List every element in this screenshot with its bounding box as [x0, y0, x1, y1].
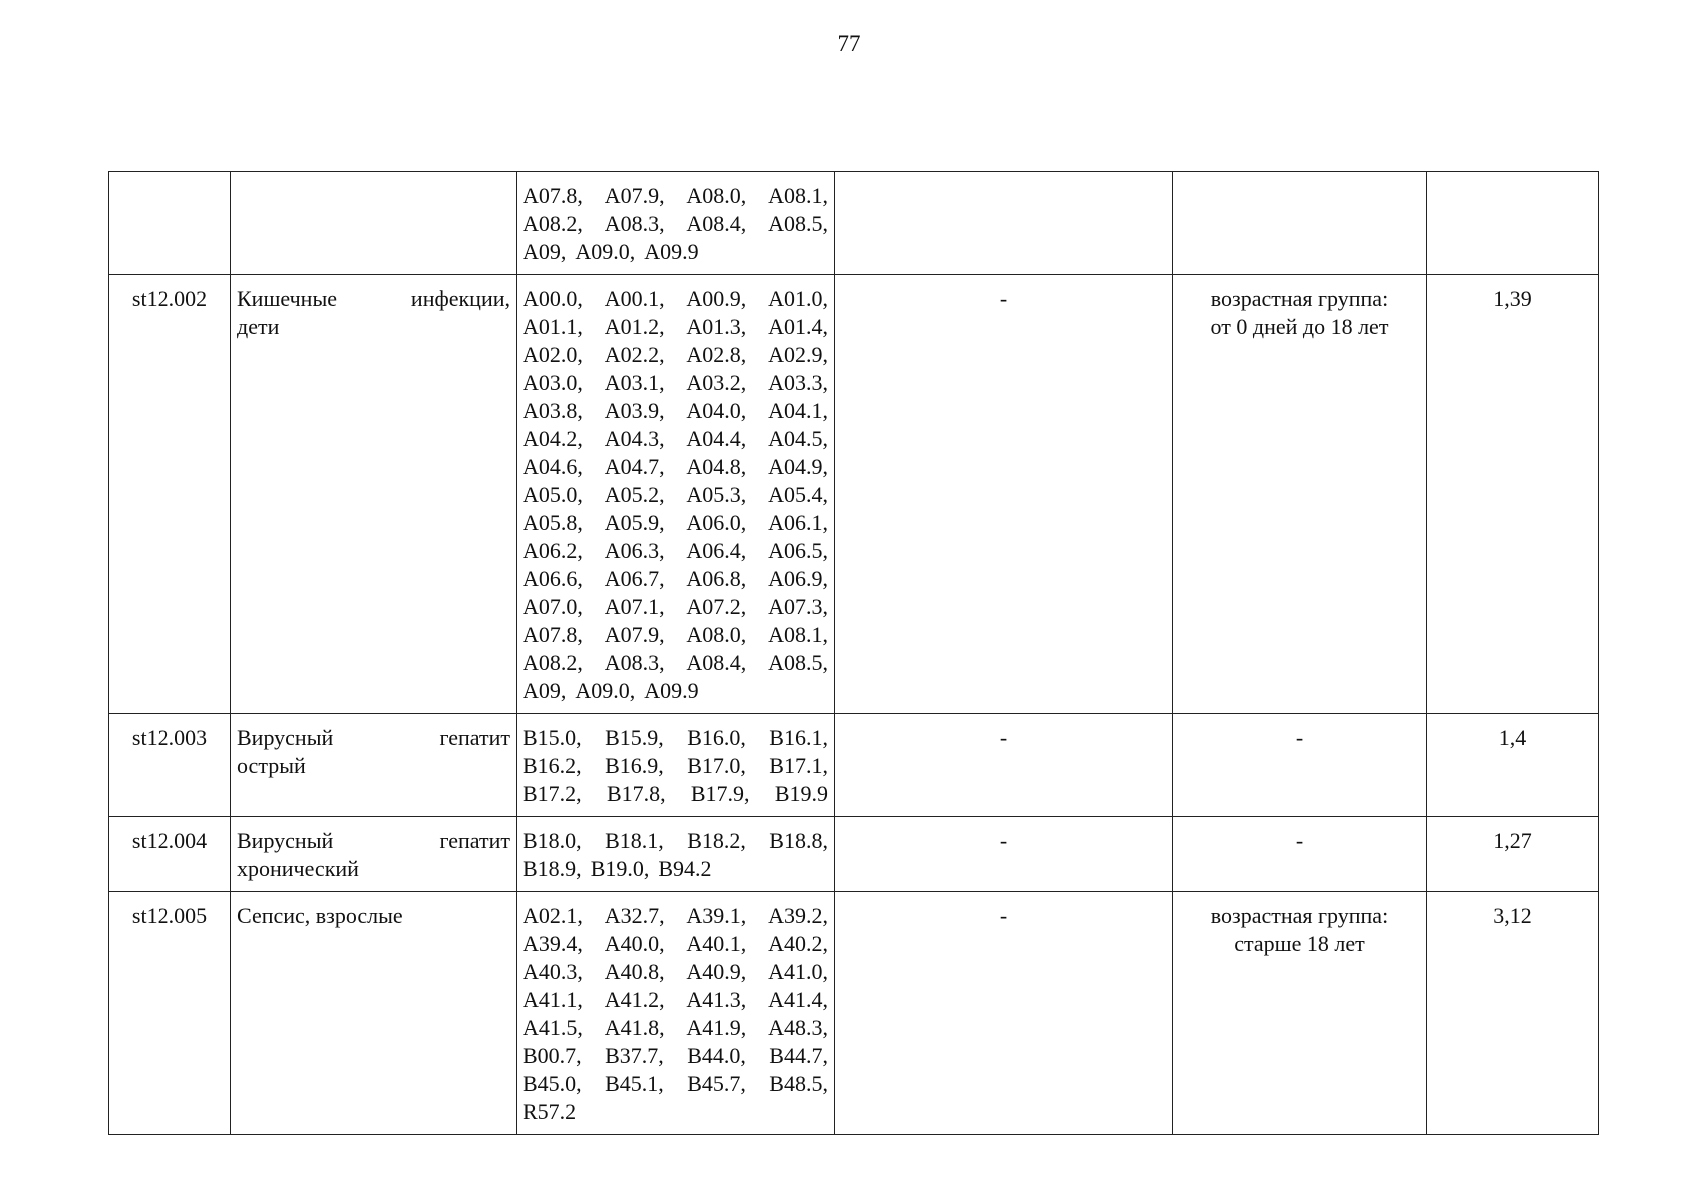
diagnosis-code: A03.3, [768, 370, 828, 395]
diagnosis-code: A04.3, [604, 426, 665, 451]
diagnosis-codes-cell [517, 892, 835, 1135]
name-line [237, 313, 510, 341]
coefficient-cell [1427, 172, 1599, 275]
diagnosis-code: A09.0, [575, 239, 636, 264]
diagnosis-line [523, 453, 828, 481]
table-row [109, 275, 1599, 714]
criteria-cell [1173, 817, 1427, 892]
name-cell [231, 172, 517, 275]
diagnosis-code: A08.3, [604, 650, 665, 675]
diagnosis-code: A02.9, [768, 342, 828, 367]
criteria-cell [1173, 172, 1427, 275]
criteria-line: - [1295, 725, 1304, 750]
diagnosis-codes-cell [517, 714, 835, 817]
diagnosis-code: A06.7, [604, 566, 665, 591]
diagnosis-line [523, 1014, 828, 1042]
name-word: Вирусный [237, 725, 334, 750]
diagnosis-code: A48.3, [768, 1015, 828, 1040]
name-line [237, 285, 510, 313]
diagnosis-code: A40.3, [523, 959, 583, 984]
diagnosis-code: B17.2, [523, 781, 582, 806]
diagnosis-code: A08.1, [768, 622, 828, 647]
name-word: хронический [237, 856, 359, 881]
diagnosis-code: B15.9, [605, 725, 664, 750]
criteria-cell [1173, 275, 1427, 714]
diagnosis-code: B37.7, [605, 1043, 664, 1068]
name-cell [231, 714, 517, 817]
diagnosis-code: A02.1, [523, 903, 583, 928]
diagnosis-code: A07.2, [686, 594, 747, 619]
diagnosis-code: A08.5, [768, 650, 828, 675]
name-line [237, 855, 510, 883]
diagnosis-code: A40.0, [604, 931, 665, 956]
diagnosis-code: A06.6, [523, 566, 583, 591]
diagnosis-line [523, 210, 828, 238]
diagnosis-code: A07.8, [523, 183, 583, 208]
table-body [109, 172, 1599, 1135]
diagnosis-code: A01.1, [523, 314, 583, 339]
services-cell: - [835, 817, 1173, 892]
name-word: Сепсис, взрослые [237, 903, 403, 928]
diagnosis-line [523, 182, 828, 210]
criteria-line: от 0 дней до 18 лет [1210, 314, 1389, 339]
table-row [109, 817, 1599, 892]
criteria-line: - [1295, 828, 1304, 853]
diagnosis-code: A41.1, [523, 987, 583, 1012]
diagnosis-line [523, 341, 828, 369]
services-cell: - [835, 892, 1173, 1135]
diagnosis-code: A07.0, [523, 594, 583, 619]
criteria-line: возрастная группа: [1210, 286, 1389, 311]
diagnosis-line [523, 902, 828, 930]
diagnosis-code: B00.7, [523, 1043, 582, 1068]
diagnosis-code: B16.2, [523, 753, 582, 778]
diagnosis-code: A01.2, [604, 314, 665, 339]
diagnosis-code: A03.0, [523, 370, 583, 395]
diagnosis-code: A08.0, [686, 622, 747, 647]
diagnosis-code: A05.0, [523, 482, 583, 507]
diagnosis-code: A04.6, [523, 454, 583, 479]
table-row [109, 172, 1599, 275]
diagnosis-line [523, 1070, 828, 1098]
diagnosis-line [523, 752, 828, 780]
diagnosis-code: A08.4, [686, 650, 747, 675]
name-line [237, 827, 510, 855]
code-cell: st12.005 [109, 892, 231, 1135]
diagnosis-code: A09.9 [644, 678, 699, 703]
diagnosis-code: A02.0, [523, 342, 583, 367]
name-word: Вирусный [237, 828, 334, 853]
diagnosis-code: B18.2, [687, 828, 746, 853]
name-line [237, 752, 510, 780]
table-row [109, 714, 1599, 817]
diagnosis-line [523, 425, 828, 453]
diagnosis-line [523, 593, 828, 621]
coefficient-cell: 1,39 [1427, 275, 1599, 714]
diagnosis-code: A01.0, [768, 286, 828, 311]
coefficient-cell: 1,4 [1427, 714, 1599, 817]
diagnosis-line [523, 649, 828, 677]
diagnosis-code: A05.3, [686, 482, 747, 507]
diagnosis-line [523, 397, 828, 425]
code-cell [109, 172, 231, 275]
diagnosis-line [523, 724, 828, 752]
diagnosis-line [523, 369, 828, 397]
name-cell [231, 892, 517, 1135]
diagnosis-code: B16.1, [769, 725, 828, 750]
diagnosis-code: A07.1, [604, 594, 665, 619]
name-word: острый [237, 753, 306, 778]
diagnosis-code: A40.2, [768, 931, 828, 956]
diagnosis-line [523, 827, 828, 855]
diagnosis-code: A39.4, [523, 931, 583, 956]
code-cell: st12.004 [109, 817, 231, 892]
diagnosis-code: A40.1, [686, 931, 747, 956]
diagnosis-code: B44.0, [687, 1043, 746, 1068]
diagnosis-code: A09.9 [644, 239, 699, 264]
name-cell [231, 817, 517, 892]
coefficient-cell: 3,12 [1427, 892, 1599, 1135]
diagnosis-code: A40.9, [686, 959, 747, 984]
tariff-table [108, 171, 1599, 1135]
code-cell: st12.002 [109, 275, 231, 714]
diagnosis-line [523, 509, 828, 537]
diagnosis-code: B18.1, [605, 828, 664, 853]
diagnosis-code: B17.8, [606, 781, 666, 806]
diagnosis-code: A06.3, [604, 538, 665, 563]
diagnosis-code: A01.4, [768, 314, 828, 339]
diagnosis-code: B45.1, [605, 1071, 664, 1096]
diagnosis-code: A09, [523, 678, 567, 703]
diagnosis-code: A41.0, [768, 959, 828, 984]
diagnosis-line [523, 677, 828, 705]
diagnosis-code: B17.0, [687, 753, 746, 778]
name-word: гепатит [439, 725, 510, 750]
diagnosis-code: A07.9, [604, 622, 665, 647]
diagnosis-code: B16.9, [605, 753, 664, 778]
diagnosis-code: A01.3, [686, 314, 747, 339]
table-row [109, 892, 1599, 1135]
criteria-cell [1173, 892, 1427, 1135]
diagnosis-code: A08.1, [768, 183, 828, 208]
page-number: 77 [837, 31, 861, 56]
diagnosis-code: A06.5, [768, 538, 828, 563]
services-cell [835, 172, 1173, 275]
diagnosis-code: A02.2, [604, 342, 665, 367]
diagnosis-code: A09.0, [575, 678, 636, 703]
diagnosis-code: A03.8, [523, 398, 583, 423]
name-line [237, 902, 510, 930]
diagnosis-code: B48.5, [769, 1071, 828, 1096]
diagnosis-code: A00.0, [523, 286, 583, 311]
diagnosis-code: A07.9, [604, 183, 665, 208]
diagnosis-code: A39.2, [768, 903, 828, 928]
diagnosis-code: A41.4, [768, 987, 828, 1012]
diagnosis-code: A08.2, [523, 650, 583, 675]
diagnosis-code: A39.1, [686, 903, 747, 928]
diagnosis-code: B19.0, [590, 856, 650, 881]
diagnosis-code: B45.7, [687, 1071, 746, 1096]
diagnosis-code: A05.8, [523, 510, 583, 535]
diagnosis-code: B19.9 [774, 781, 828, 806]
diagnosis-line [523, 1042, 828, 1070]
diagnosis-code: A04.0, [686, 398, 747, 423]
diagnosis-code: B18.9, [523, 856, 582, 881]
name-line [237, 724, 510, 752]
diagnosis-line [523, 313, 828, 341]
diagnosis-code: A32.7, [604, 903, 665, 928]
diagnosis-code: A08.5, [768, 211, 828, 236]
diagnosis-line [523, 481, 828, 509]
diagnosis-code: B18.0, [523, 828, 582, 853]
diagnosis-code: A00.9, [686, 286, 747, 311]
diagnosis-code: B94.2 [658, 856, 712, 881]
diagnosis-code: A04.4, [686, 426, 747, 451]
services-cell: - [835, 275, 1173, 714]
diagnosis-code: A41.5, [523, 1015, 583, 1040]
diagnosis-code: A06.8, [686, 566, 747, 591]
diagnosis-code: A00.1, [604, 286, 665, 311]
diagnosis-code: A05.2, [604, 482, 665, 507]
diagnosis-code: A07.8, [523, 622, 583, 647]
diagnosis-code: B16.0, [687, 725, 746, 750]
name-word: гепатит [439, 828, 510, 853]
diagnosis-code: A06.1, [768, 510, 828, 535]
diagnosis-code: A41.9, [686, 1015, 747, 1040]
diagnosis-code: B15.0, [523, 725, 582, 750]
diagnosis-code: A03.9, [604, 398, 665, 423]
services-cell: - [835, 714, 1173, 817]
diagnosis-code: A06.9, [768, 566, 828, 591]
diagnosis-code: A02.8, [686, 342, 747, 367]
diagnosis-code: A41.2, [604, 987, 665, 1012]
name-cell [231, 275, 517, 714]
diagnosis-code: A04.2, [523, 426, 583, 451]
diagnosis-code: A06.2, [523, 538, 583, 563]
diagnosis-code: A40.8, [604, 959, 665, 984]
diagnosis-code: A04.8, [686, 454, 747, 479]
diagnosis-code: B18.8, [769, 828, 828, 853]
diagnosis-line [523, 986, 828, 1014]
diagnosis-code: A04.7, [604, 454, 665, 479]
diagnosis-code: B44.7, [769, 1043, 828, 1068]
diagnosis-code: A09, [523, 239, 567, 264]
name-word: дети [237, 314, 280, 339]
diagnosis-line [523, 565, 828, 593]
diagnosis-code: A04.5, [768, 426, 828, 451]
diagnosis-code: A03.2, [686, 370, 747, 395]
diagnosis-code: A04.1, [768, 398, 828, 423]
diagnosis-code: A04.9, [768, 454, 828, 479]
diagnosis-code: B17.9, [690, 781, 750, 806]
name-word: Кишечные [237, 286, 337, 311]
code-cell: st12.003 [109, 714, 231, 817]
diagnosis-code: A41.3, [686, 987, 747, 1012]
diagnosis-code: A06.0, [686, 510, 747, 535]
diagnosis-code: A05.9, [604, 510, 665, 535]
diagnosis-codes-cell [517, 275, 835, 714]
diagnosis-line [523, 285, 828, 313]
diagnosis-code: A03.1, [604, 370, 665, 395]
diagnosis-code: A08.2, [523, 211, 583, 236]
diagnosis-line [523, 621, 828, 649]
coefficient-cell: 1,27 [1427, 817, 1599, 892]
diagnosis-code: B17.1, [769, 753, 828, 778]
diagnosis-code: A06.4, [686, 538, 747, 563]
diagnosis-codes-cell [517, 817, 835, 892]
diagnosis-line [523, 958, 828, 986]
criteria-cell [1173, 714, 1427, 817]
diagnosis-code: A08.0, [686, 183, 747, 208]
diagnosis-code: A08.3, [604, 211, 665, 236]
diagnosis-code: A41.8, [604, 1015, 665, 1040]
diagnosis-code: A07.3, [768, 594, 828, 619]
diagnosis-line [523, 238, 828, 266]
diagnosis-line [523, 537, 828, 565]
diagnosis-line [523, 1098, 828, 1126]
diagnosis-code: B45.0, [523, 1071, 582, 1096]
criteria-line: возрастная группа: [1210, 903, 1389, 928]
diagnosis-line [523, 930, 828, 958]
diagnosis-codes-cell [517, 172, 835, 275]
diagnosis-code: A08.4, [686, 211, 747, 236]
diagnosis-line [523, 780, 828, 808]
criteria-line: старше 18 лет [1234, 931, 1365, 956]
diagnosis-code: A05.4, [768, 482, 828, 507]
diagnosis-line [523, 855, 828, 883]
name-word: инфекции, [410, 286, 510, 311]
diagnosis-code: R57.2 [523, 1099, 577, 1124]
